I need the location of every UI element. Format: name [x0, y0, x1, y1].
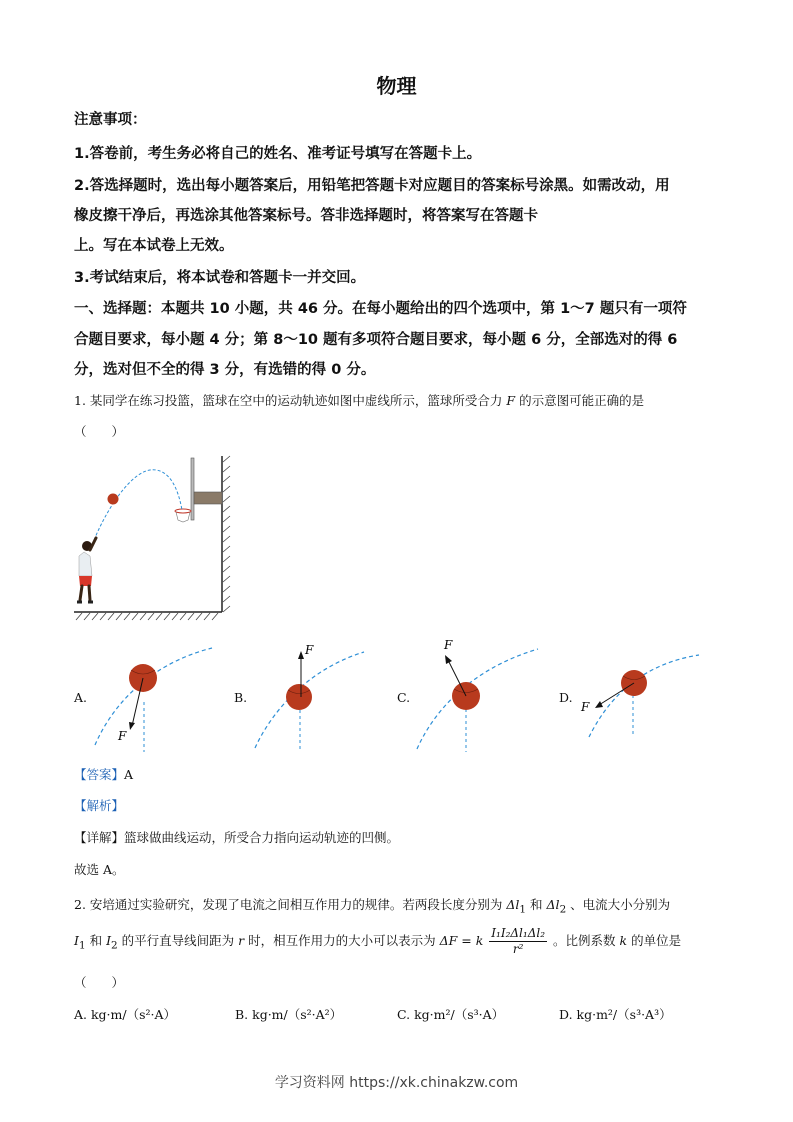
q2-line-2-text: 的平行直导线间距为 [121, 933, 235, 948]
formula-numerator: I₁I₂Δl₁Δl₂ [491, 926, 546, 940]
wall-hatch [223, 456, 230, 612]
formula-denominator: r² [512, 942, 524, 956]
q2-line-1 [74, 895, 670, 916]
notice-item-2-line-2: 橡皮擦干净后，再选涂其他答案标号。答非选择题时，将答案写在答题卡 [74, 208, 538, 224]
q2-line-2-d: 的单位是 [631, 933, 682, 948]
q1-stem [74, 391, 644, 409]
q2-line-1-tail: 、电流大小分别为 [570, 897, 671, 912]
detail-text: 篮球做曲线运动，所受合力指向运动轨迹的凹侧。 [124, 830, 400, 845]
q1-option-c-label: C. [397, 690, 411, 705]
delta-l2: Δl [546, 897, 560, 912]
q1-answer [74, 765, 133, 783]
detail-tag: 【详解】 [74, 830, 125, 845]
q2-and-1: 和 [530, 897, 543, 912]
q2-option-b: B. kg·m/（s²·A²） [235, 1007, 343, 1022]
q2-paren: （ ） [74, 975, 125, 990]
answer-value: A [124, 767, 134, 782]
q2-option-a: A. kg·m/（s²·A） [74, 1007, 177, 1022]
page-footer: 学习资料网 https://xk.chinakzw.com [274, 1075, 519, 1091]
section-line-1: 一、选择题：本题共 10 小题，共 46 分。在每小题给出的四个选项中，第 1～7 题只有一项符 [74, 301, 687, 317]
analysis-tag: 【解析】 [74, 798, 125, 813]
hoop-bracket [194, 492, 222, 504]
q1-force-symbol: F [506, 393, 516, 408]
notice-item-2-line-1: 2.答选择题时，选出每小题答案后，用铅笔把答题卡对应题目的答案标号涂黑。如需改动，用 [74, 178, 670, 194]
delta-l2-sub: 2 [559, 903, 567, 916]
section-line-3: 分，选对但不全的得 3 分，有选错的得 0 分。 [74, 362, 376, 378]
q1-stem-before: 1. 某同学在练习投篮，篮球在空中的运动轨迹如图中虚线所示，篮球所受合力 [74, 393, 503, 408]
current-i1: I [74, 933, 79, 948]
ball-trajectory [94, 470, 182, 540]
q1-option-d-label: D. [559, 690, 573, 705]
q1-detail [74, 828, 399, 846]
delta-l1-sub: 1 [519, 903, 527, 916]
q1-option-b-force-label: F [305, 643, 314, 657]
current-i2-sub: 2 [111, 939, 118, 952]
section-line-2: 合题目要求，每小题 4 分；第 8～10 题有多项符合题目要求，每小题 6 分，全部选对的得 6 [74, 332, 678, 348]
basketball-scene-figure [70, 452, 235, 624]
distance-r: r [238, 933, 245, 948]
q1-conclusion: 故选 A。 [74, 862, 125, 877]
q1-option-c-force-label: F [444, 638, 453, 652]
formula-fraction [489, 926, 547, 957]
q2-line-2-mid: 时，相互作用力的大小可以表示为 [248, 933, 436, 948]
answer-tag: 【答案】 [74, 767, 125, 782]
q1-option-d-force-label: F [581, 700, 590, 714]
q2-option-c: C. kg·m²/（s³·A） [397, 1007, 505, 1022]
ground-hatch [76, 613, 218, 620]
q2-line-2 [74, 926, 681, 957]
formula-lhs: ΔF = k [439, 933, 484, 948]
current-i1-sub: 1 [78, 939, 86, 952]
q1-option-a-force-label: F [118, 729, 127, 743]
coefficient-k: k [619, 933, 628, 948]
q1-paren: （ ） [74, 424, 125, 439]
q1-option-b-figure [250, 640, 380, 755]
notice-item-1: 1.答卷前，考生务必将自己的姓名、准考证号填写在答题卡上。 [74, 146, 482, 162]
q2-line-2-c: 。比例系数 [553, 933, 616, 948]
notice-item-3: 3.考试结束后，将本试卷和答题卡一并交回。 [74, 270, 366, 286]
notice-item-2-line-3: 上。写在本试卷上无效。 [74, 238, 234, 254]
basketball [108, 494, 119, 505]
hoop-rim [175, 509, 191, 513]
q2-and-2: 和 [89, 933, 103, 948]
q1-option-b-label: B. [234, 690, 248, 705]
q2-option-d: D. kg·m²/（s³·A³） [559, 1007, 672, 1022]
q2-line-1-text: 2. 安培通过实验研究，发现了电流之间相互作用力的规律。若两段长度分别为 [74, 897, 503, 912]
q1-option-d-figure [575, 645, 710, 755]
q1-option-a-figure [90, 640, 225, 755]
current-i2: I [106, 933, 112, 948]
page-title: 物理 [376, 74, 417, 98]
q1-option-a-label: A. [74, 690, 88, 705]
player-figure [77, 538, 96, 602]
q1-option-c-figure [412, 635, 547, 755]
notice-heading: 注意事项： [74, 112, 147, 128]
q1-stem-after: 的示意图可能正确的是 [519, 393, 645, 408]
delta-l1: Δl [506, 897, 520, 912]
